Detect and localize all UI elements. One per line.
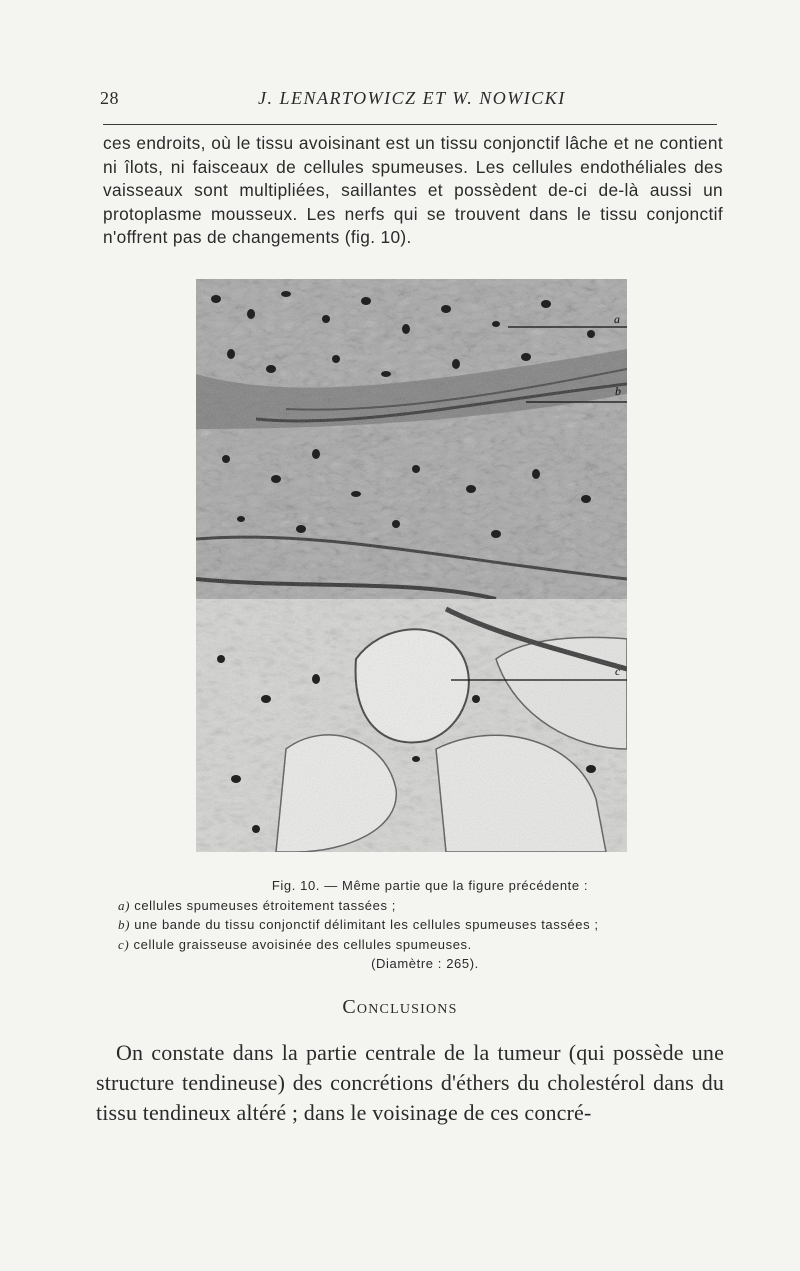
body-paragraph: ces endroits, où le tissu avoisinant est un tissu conjonctif lâche et ne contient ni îlots, ni faisceaux de cellules spumeuses. Les cellules endothéliales des vaisseaux sont multipliées, saillantes et possèdent de-ci de-là aussi un protoplasme mousseux. Les nerfs qui se trouvent dans le tissu conjonctif n'offrent pas de changements (fig. 10). xyxy=(103,133,723,247)
caption-item xyxy=(118,935,720,955)
label-c: c xyxy=(615,664,621,678)
running-head: J. LENARTOWICZ ET W. NOWICKI xyxy=(258,88,566,108)
caption-item-text: cellule graisseuse avoisinée des cellules spumeuses. xyxy=(133,936,472,952)
micrograph-image xyxy=(196,279,627,852)
caption-item-text: une bande du tissu conjonctif délimitant les cellules spumeuses tassées ; xyxy=(134,917,599,932)
label-a: a xyxy=(614,312,620,326)
caption-marker: a) xyxy=(118,897,131,913)
caption-item xyxy=(118,915,720,935)
header-rule xyxy=(103,124,717,125)
label-b: b xyxy=(615,384,621,398)
page-number: 28 xyxy=(100,88,119,108)
figure-caption xyxy=(110,876,720,974)
caption-item-text: cellules spumeuses étroitement tassées ; xyxy=(134,897,396,913)
caption-marker: c) xyxy=(118,936,130,952)
section-title: Conclusions xyxy=(342,996,458,1018)
micrograph-figure xyxy=(196,279,627,852)
caption-item xyxy=(118,896,720,916)
conclusion-paragraph: On constate dans la partie centrale de la tumeur (qui possède une structure tendineuse) des concrétions d'éthers du cholestérol dans du tissu tendineux altéré ; dans le voisinage de ces concré- xyxy=(96,1040,724,1125)
caption-marker: b) xyxy=(118,917,131,932)
caption-diameter: (Diamètre : 265). xyxy=(371,956,479,971)
caption-title: Fig. 10. — Même partie que la figure précédente : xyxy=(271,878,589,893)
